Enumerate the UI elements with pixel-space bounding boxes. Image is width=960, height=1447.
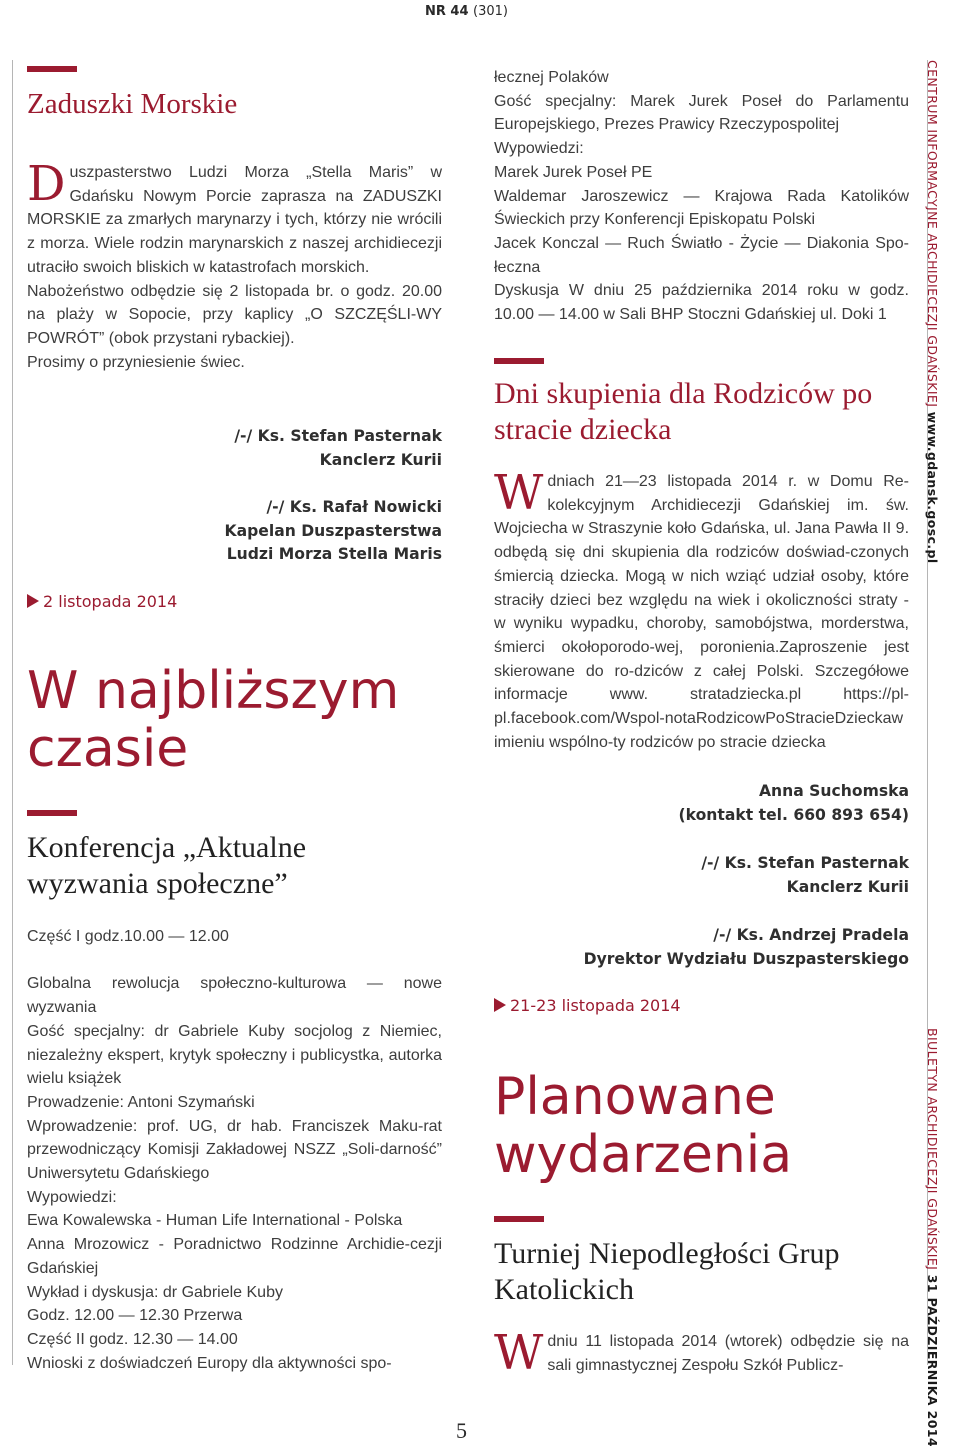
dni-skupienia-title: Dni skupienia dla Rodziców po stracie dziecka — [494, 377, 873, 446]
signature-name: /-/ Ks. Stefan Pasternak — [701, 854, 909, 872]
contact-block — [494, 780, 909, 827]
program-line: Marek Jurek Poseł PE — [494, 163, 653, 181]
turniej-title: Turniej Niepodległości Grup Katolickich — [494, 1237, 840, 1306]
signature-role: Kanclerz Kurii — [319, 450, 442, 469]
date-label: 2 listopada 2014 — [43, 592, 178, 611]
big-title-line: Planowane — [494, 1067, 776, 1127]
section-title-big — [494, 1068, 792, 1184]
big-title-line: czasie — [27, 719, 189, 779]
turniej-article — [494, 1325, 909, 1381]
program-line: Część II godz. 12.30 — 14.00 — [27, 1330, 238, 1348]
konferencja-program — [27, 925, 442, 1375]
zaduszki-article — [27, 156, 442, 374]
accent-bar — [494, 1216, 544, 1222]
left-rule — [12, 60, 13, 1365]
program-line: Wykład i dyskusja: dr Gabriele Kuby — [27, 1283, 283, 1301]
zaduszki-paragraph-1: uszpasterstwo Ludzi Morza „Stella Maris” w Gdańsku Nowym Porcie zaprasza na ZADUSZKI MORSKIE za zmarłych marynarzy i tych, którzy nie wrócili z morza. Wiele rodzin marynarskich z naszej archidiecezji utraciło swoich bliskich w katastrofach morskich. — [27, 164, 442, 276]
signature-block-3 — [494, 852, 909, 899]
program-line: Anna Mrozowicz - Poradnictwo Rodzinne Archidie-cezji Gdańskiej — [27, 1236, 442, 1277]
program-line: Prowadzenie: Antoni Szymański — [27, 1093, 255, 1111]
signature-name: /-/ Ks. Rafał Nowicki — [266, 498, 442, 516]
big-title-line: W najbliższym — [27, 661, 400, 721]
heading-line: wyzwania społeczne” — [27, 867, 288, 900]
program-line: Gość specjalny: Marek Jurek Poseł do Parlamentu Europejskiego, Prezes Prawicy Rzeczypospolitej — [494, 92, 909, 134]
signature-role: Kanclerz Kurii — [786, 877, 909, 896]
triangle-marker-icon — [27, 594, 39, 608]
side-caption-top — [925, 60, 940, 564]
program-line: Wypowiedzi: — [27, 1188, 117, 1206]
accent-bar — [27, 810, 77, 816]
side-label: BIULETYN ARCHIDIECEZJI GDAŃSKIEJ — [925, 1028, 940, 1271]
program-line: Część I godz.10.00 — 12.00 — [27, 928, 229, 945]
signature-block-1 — [27, 425, 442, 472]
konferencja-continuation — [494, 66, 909, 327]
program-line: Gość specjalny: dr Gabriele Kuby socjolog z Niemiec, niezależny ekspert, krytyk społeczny i publicystka, autorka wielu książek — [27, 1022, 442, 1088]
signature-name: /-/ Ks. Andrzej Pradela — [713, 926, 909, 944]
issue-label: NR 44 — [424, 4, 469, 19]
zaduszki-title: Zaduszki Morskie — [27, 88, 238, 120]
big-title-line: wydarzenia — [494, 1125, 793, 1185]
page-number: 5 — [456, 1418, 467, 1443]
signature-name: /-/ Ks. Stefan Pasternak — [234, 427, 442, 445]
program-line: łecznej Polaków — [494, 69, 609, 86]
dropcap: D — [27, 156, 66, 212]
contact-phone: (kontakt tel. 660 893 654) — [678, 805, 909, 824]
section-title-big — [27, 662, 399, 778]
program-spacer — [27, 949, 442, 973]
program-line: Wprowadzenie: prof. UG, dr hab. Franciszek Maku-rat przewodniczący Komisji Zakładowej NSZZ „Soli-darność” Uniwersytetu Gdańskiego — [27, 1117, 442, 1183]
program-line: Jacek Konczal — Ruch Światło - Życie — Diakonia Spo-łeczna — [494, 234, 909, 276]
signature-role: Kapelan Duszpasterstwa — [224, 521, 442, 540]
dropcap: W — [494, 1325, 544, 1381]
dropcap: W — [494, 465, 544, 521]
program-line: Godz. 12.00 — 12.30 Przerwa — [27, 1307, 243, 1325]
dni-paragraph: dniach 21—23 listopada 2014 r. w Domu Re-kolekcyjnym Archidiecezji Gdańskiej im. św. Wojciecha w Straszynie koło Gdańska, ul. Jana Pawła II 9. odbędą się dni skupienia dla rodziców doświad-czonych śmiercią dziecka. Mogą w nich wziąć udział osoby, które straciły dzieci bez względu na wiek i okoliczności straty - w wyniku wypadku, choroby, samobójstwa, morderstwa, śmierci okołoporodo-wej, poronienia.Zaproszenie jest skierowane do ro-dziców z całej Polski. Szczegółowe informacje www. stratadziecka.pl https://pl-pl.facebook.com/Wspol-notaRodzicowPoStracieDzieckaw imieniu wspólno-ty rodziców po stracie dziecka — [494, 473, 910, 751]
dni-skupienia-article — [494, 465, 910, 754]
side-caption-bottom — [925, 1028, 940, 1447]
zaduszki-paragraph-3: Prosimy o przyniesienie świec. — [27, 353, 245, 371]
heading-line: Konferencja „Aktualne — [27, 831, 307, 864]
date-marker — [494, 996, 681, 1015]
side-url: www.gdansk.gosc.pl — [925, 411, 940, 564]
triangle-marker-icon — [494, 998, 506, 1012]
signature-role: Dyrektor Wydziału Duszpasterskiego — [583, 949, 909, 968]
program-line: Globalna rewolucja społeczno-kulturowa — nowe wyzwania — [27, 975, 442, 1017]
program-line: Wypowiedzi: — [494, 140, 584, 158]
konferencja-title — [27, 830, 306, 902]
issue-count: (301) — [473, 4, 508, 19]
signature-block-4 — [494, 924, 909, 971]
side-label: CENTRUM INFORMACYJNE ARCHIDIECEZJI GDAŃSKIEJ — [925, 60, 940, 408]
contact-name: Anna Suchomska — [758, 782, 909, 800]
issue-number — [425, 4, 508, 19]
signature-block-2 — [27, 496, 442, 567]
program-line: Dyskusja W dniu 25 października 2014 roku w godz. 10.00 — 14.00 w Sali BHP Stoczni Gdańskiej ul. Doki 1 — [494, 282, 909, 324]
program-line: Ewa Kowalewska - Human Life International - Polska — [27, 1212, 403, 1230]
program-line: Wnioski z doświadczeń Europy dla aktywności spo- — [27, 1354, 392, 1372]
side-date: 31 PAŹDZIERNIKA 2014 — [925, 1274, 940, 1447]
turniej-paragraph: dniu 11 listopada 2014 (wtorek) odbędzie się na sali gimnastycznej Zespołu Szkół Publicz- — [547, 1333, 909, 1374]
date-label: 21-23 listopada 2014 — [510, 996, 681, 1015]
accent-bar — [27, 66, 77, 72]
program-line: Waldemar Jaroszewicz — Krajowa Rada Katolików Świeckich przy Konferencji Episkopatu Polski — [494, 187, 909, 229]
zaduszki-paragraph-2: Nabożeństwo odbędzie się 2 listopada br. o godz. 20.00 na plaży w Sopocie, przy kaplicy „O SZCZĘŚLI-WY POWRÓT” (obok przystani rybackiej). — [27, 282, 442, 347]
date-marker — [27, 592, 177, 611]
signature-role: Ludzi Morza Stella Maris — [226, 545, 442, 564]
accent-bar — [494, 358, 544, 364]
